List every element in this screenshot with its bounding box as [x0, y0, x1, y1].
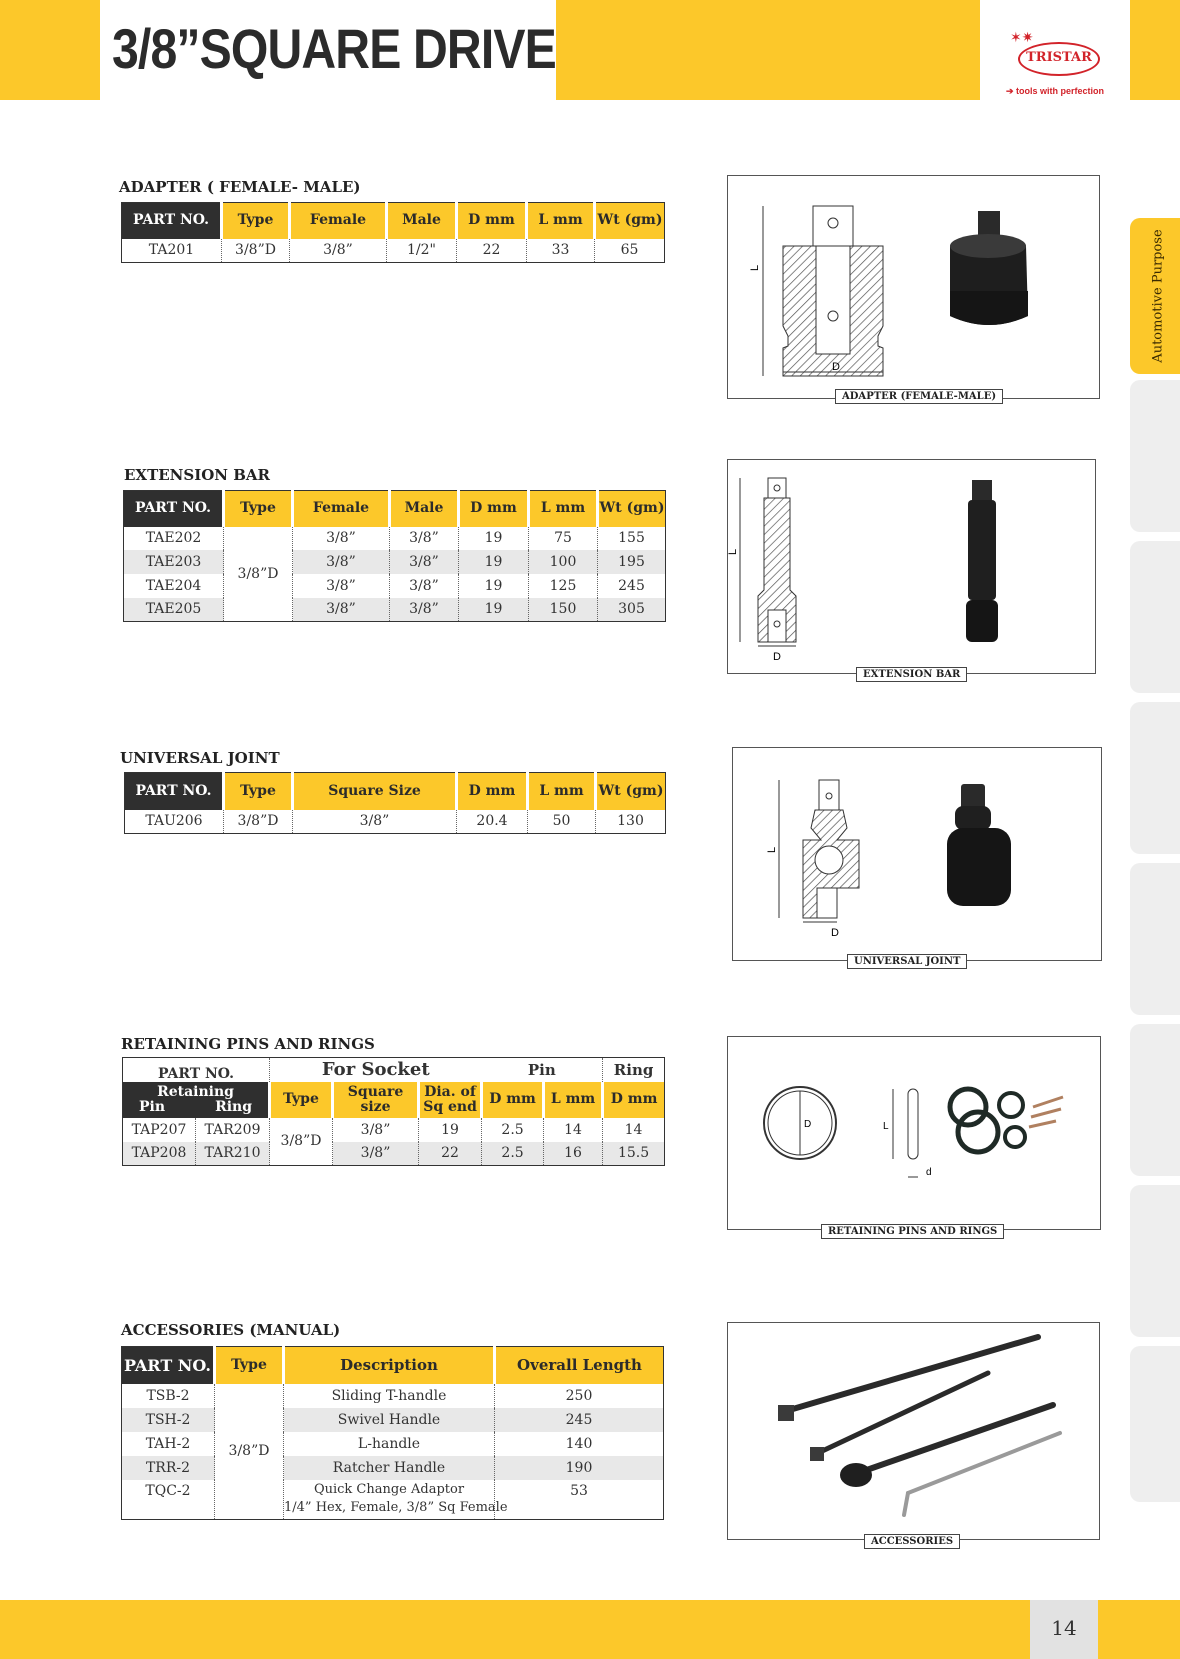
table-row — [124, 527, 666, 550]
table-cell: Sliding T-handle — [284, 1384, 495, 1408]
extension-bar-illustration — [728, 460, 1097, 675]
table-cell: 22 — [419, 1142, 482, 1166]
table-cell: TSB-2 — [146, 1387, 190, 1404]
table-cell: TAE203 — [124, 550, 224, 574]
image-caption: UNIVERSAL JOINT — [847, 954, 967, 969]
table-row — [125, 810, 666, 834]
extension-bar-drawing — [728, 478, 796, 663]
table-cell: 3/8” — [390, 574, 459, 598]
column-header: Square size — [333, 1082, 419, 1118]
table-cell: TAP208 — [123, 1142, 196, 1166]
table-cell: 100 — [529, 550, 598, 574]
svg-text:D: D — [773, 651, 781, 663]
logo-brand-text: TRISTAR — [1026, 50, 1092, 65]
table-cell-description — [284, 1480, 508, 1520]
table-cell: TAE205 — [124, 598, 224, 622]
table-row — [124, 574, 666, 598]
table-cell: 15.5 — [603, 1142, 665, 1166]
table-cell: 1/2" — [387, 239, 457, 263]
table-cell: 245 — [598, 574, 666, 598]
table-cell: 305 — [598, 598, 666, 622]
table-row — [122, 1480, 664, 1520]
table-cell: TAE204 — [145, 577, 202, 594]
column-header: L mm — [527, 203, 595, 239]
adapter-photo — [950, 211, 1028, 325]
table-row — [122, 239, 665, 263]
side-tab[interactable] — [1130, 1185, 1180, 1337]
column-header: Type — [224, 491, 293, 527]
table-row — [122, 1456, 664, 1480]
section-title-adapter: ADAPTER ( FEMALE- MALE) — [119, 178, 361, 196]
table-cell: 250 — [495, 1384, 664, 1408]
universal-joint-image-box — [732, 747, 1102, 961]
table-cell: 20.4 — [457, 810, 528, 834]
table-cell: 3/8”D — [224, 810, 293, 834]
column-header: Square Size — [293, 773, 457, 810]
table-cell-type: 3/8”D — [215, 1384, 284, 1520]
adapter-image-box — [727, 175, 1100, 399]
table-cell: 19 — [459, 550, 529, 574]
brand-logo — [1006, 30, 1126, 100]
table-cell: TA201 — [148, 242, 195, 259]
svg-text:D: D — [832, 361, 840, 373]
rings-and-pins-photo — [950, 1089, 1063, 1152]
table-cell: 3/8” — [293, 810, 457, 834]
side-tab[interactable] — [1130, 541, 1180, 693]
retaining-ring-drawing — [764, 1087, 836, 1159]
table-cell: 50 — [528, 810, 596, 834]
table-cell: TAP207 — [131, 1121, 187, 1138]
table-cell: TAR210 — [196, 1142, 270, 1166]
table-cell: 130 — [596, 810, 666, 834]
svg-text:D: D — [831, 927, 839, 939]
table-cell: 53 — [495, 1480, 664, 1520]
universal-joint-drawing — [766, 780, 859, 939]
column-header: D mm — [457, 203, 527, 239]
retaining-pins-illustration — [728, 1037, 1102, 1231]
side-tab[interactable] — [1130, 702, 1180, 854]
table-cell: 190 — [495, 1456, 664, 1480]
adapter-illustration — [728, 176, 1101, 400]
table-cell: 19 — [459, 574, 529, 598]
page-number: 14 — [1030, 1600, 1098, 1659]
column-header: L mm — [528, 773, 596, 810]
table-cell-type: 3/8”D — [224, 527, 293, 622]
svg-text:d: d — [926, 1167, 932, 1178]
side-tab[interactable] — [1130, 1346, 1180, 1502]
table-cell: 19 — [459, 527, 529, 550]
retaining-pins-table — [122, 1057, 665, 1166]
page-title: 3/8”SQUARE DRIVE — [112, 17, 556, 80]
table-row — [122, 1432, 664, 1456]
table-cell: 22 — [457, 239, 527, 263]
column-header: Dia. of Sq end — [419, 1082, 482, 1118]
column-header: Type — [222, 203, 290, 239]
table-cell: 125 — [529, 574, 598, 598]
svg-text:L: L — [883, 1121, 889, 1132]
column-header: D mm — [457, 773, 528, 810]
table-cell: 3/8” — [390, 598, 459, 622]
column-header: Type — [270, 1082, 333, 1118]
table-cell: 3/8” — [293, 527, 390, 550]
accessories-table — [121, 1346, 664, 1520]
column-header: Description — [284, 1347, 495, 1384]
table-cell: 195 — [598, 550, 666, 574]
image-caption: RETAINING PINS AND RINGS — [821, 1224, 1004, 1239]
accessories-image-box — [727, 1322, 1100, 1540]
group-header-pin: Pin — [482, 1058, 603, 1082]
column-header: Wt (gm) — [596, 773, 666, 810]
table-row — [122, 1408, 664, 1432]
table-cell: Swivel Handle — [284, 1408, 495, 1432]
column-header: PART NO. — [122, 1347, 215, 1384]
universal-joint-photo — [947, 784, 1011, 906]
side-tab-label: Automotive Purpose — [1150, 229, 1166, 363]
table-cell: 3/8” — [293, 598, 390, 622]
table-cell: TQC-2 — [145, 1482, 191, 1499]
column-header: Male — [390, 491, 459, 527]
section-title-extension-bar: EXTENSION BAR — [124, 466, 271, 484]
column-header: PART NO. — [125, 773, 224, 810]
adapter-table — [121, 202, 665, 263]
column-header: Female — [290, 203, 387, 239]
column-header: PART NO. — [122, 203, 222, 239]
table-cell: 3/8”D — [222, 239, 290, 263]
table-row — [122, 1384, 664, 1408]
table-cell: 16 — [544, 1142, 603, 1166]
table-cell: TAR209 — [196, 1118, 270, 1142]
table-cell: 3/8” — [293, 574, 390, 598]
table-cell: TRR-2 — [122, 1456, 215, 1480]
column-header: Type — [224, 773, 293, 810]
image-caption: ADAPTER (FEMALE-MALE) — [835, 389, 1003, 404]
accessories-photo — [778, 1337, 1060, 1515]
group-header-part-no: PART NO. — [123, 1058, 270, 1082]
table-cell: 2.5 — [482, 1118, 544, 1142]
svg-text:D: D — [804, 1119, 812, 1130]
subheader-retaining: Retaining — [157, 1083, 234, 1100]
table-row — [123, 1142, 665, 1166]
table-cell: 3/8” — [293, 550, 390, 574]
extension-bar-photo — [966, 480, 998, 642]
subheader-pin: Pin — [139, 1098, 166, 1115]
retaining-pin-drawing — [883, 1089, 932, 1178]
column-header: D mm — [459, 491, 529, 527]
table-row — [123, 1118, 665, 1142]
table-cell: TAH-2 — [145, 1435, 191, 1452]
table-cell: 3/8” — [390, 550, 459, 574]
column-header: L mm — [529, 491, 598, 527]
table-cell-type: 3/8”D — [270, 1118, 333, 1166]
table-cell: Ratcher Handle — [284, 1456, 495, 1480]
svg-text:L: L — [728, 548, 739, 555]
table-cell: 3/8” — [390, 527, 459, 550]
column-header: Wt (gm) — [598, 491, 666, 527]
section-title-accessories: ACCESSORIES (MANUAL) — [121, 1321, 341, 1339]
column-header: D mm — [482, 1082, 544, 1118]
table-cell: L-handle — [284, 1432, 495, 1456]
extension-bar-table — [123, 490, 666, 622]
star-icon: ✶✷ — [1010, 30, 1034, 46]
table-cell: 33 — [527, 239, 595, 263]
table-cell: 14 — [603, 1118, 665, 1142]
side-tab[interactable] — [1130, 1024, 1180, 1176]
image-caption: EXTENSION BAR — [856, 667, 967, 682]
description-line: 1/4” Hex, Female, 3/8” Sq Female — [284, 1500, 508, 1516]
table-cell: TAE202 — [145, 530, 202, 546]
table-row — [124, 598, 666, 622]
group-header-for-socket: For Socket — [270, 1058, 482, 1082]
section-title-retaining-pins: RETAINING PINS AND RINGS — [121, 1035, 375, 1053]
table-cell: TAU206 — [145, 813, 203, 830]
column-header: Male — [387, 203, 457, 239]
section-title-universal-joint: UNIVERSAL JOINT — [120, 749, 280, 767]
table-cell: 155 — [598, 527, 666, 550]
table-cell: 150 — [529, 598, 598, 622]
accessories-illustration — [728, 1323, 1101, 1541]
side-tab[interactable] — [1130, 380, 1180, 532]
side-tab[interactable] — [1130, 863, 1180, 1015]
table-row — [124, 550, 666, 574]
table-cell: 19 — [419, 1118, 482, 1142]
column-header: Overall Length — [495, 1347, 664, 1384]
table-cell: TSH-2 — [122, 1408, 215, 1432]
retaining-pins-image-box — [727, 1036, 1101, 1230]
adapter-drawing — [749, 206, 883, 376]
universal-joint-table — [124, 772, 666, 834]
logo-tagline: ➔ tools with perfection — [1006, 86, 1105, 96]
table-cell: 19 — [459, 598, 529, 622]
column-header: L mm — [544, 1082, 603, 1118]
column-header: D mm — [603, 1082, 665, 1118]
table-cell: 2.5 — [482, 1142, 544, 1166]
extension-bar-image-box — [727, 459, 1096, 674]
svg-text:L: L — [749, 264, 761, 271]
side-tab-automotive-purpose[interactable] — [1130, 218, 1180, 374]
table-cell: 65 — [595, 239, 665, 263]
subheader-pin-ring — [123, 1100, 268, 1115]
universal-joint-illustration — [733, 748, 1103, 962]
table-cell: 75 — [529, 527, 598, 550]
footer-band — [0, 1600, 1180, 1659]
table-cell: 245 — [495, 1408, 664, 1432]
column-header: Type — [215, 1347, 284, 1384]
column-header-retaining — [123, 1082, 270, 1118]
svg-text:L: L — [766, 846, 778, 853]
table-cell: 140 — [495, 1432, 664, 1456]
column-header: Wt (gm) — [595, 203, 665, 239]
column-header: PART NO. — [124, 491, 224, 527]
subheader-ring: Ring — [215, 1098, 253, 1115]
table-cell: 3/8” — [290, 239, 387, 263]
table-cell: 3/8” — [333, 1142, 419, 1166]
table-cell: 14 — [544, 1118, 603, 1142]
column-header: Female — [293, 491, 390, 527]
image-caption: ACCESSORIES — [864, 1534, 960, 1549]
logo-tagline-text: tools with perfection — [1016, 86, 1105, 96]
description-line: Quick Change Adaptor — [313, 1482, 465, 1498]
table-cell: 3/8” — [333, 1118, 419, 1142]
group-header-ring: Ring — [603, 1058, 665, 1082]
